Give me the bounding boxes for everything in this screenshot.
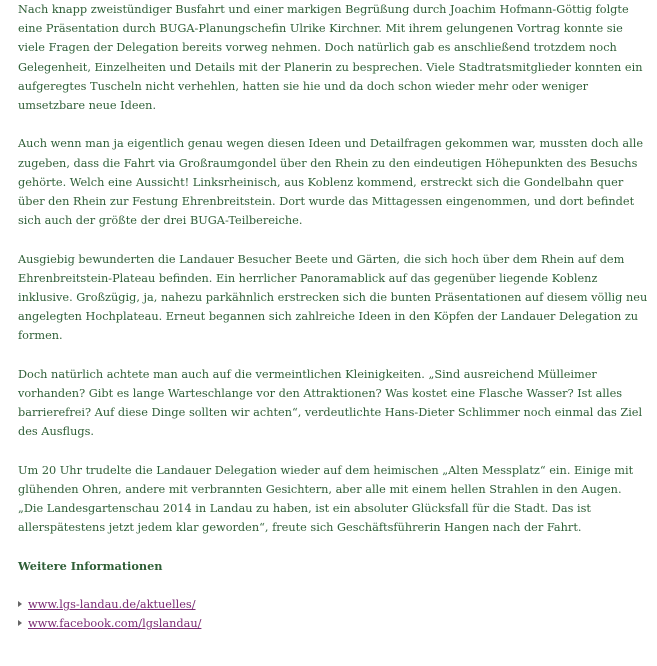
list-item — [18, 614, 650, 633]
lgs-landau-aktuelles-link[interactable]: www.lgs-landau.de/aktuelles/ — [28, 598, 196, 612]
article-paragraph-4: Doch natürlich achtete man auch auf die vermeintlichen Kleinigkeiten. „Sind ausreichend Mülleimer vorhanden? Gibt es lange Warteschlange vor den Attraktionen? Was kostet eine Flasche Wasser? Ist alles barrierefrei? Auf diese Dinge sollten wir achten“, verdeutlichte Hans-Dieter Schlimmer noch einmal das Ziel des Ausflugs. — [18, 367, 643, 439]
article-paragraph-1: Nach knapp zweistündiger Busfahrt und einer markigen Begrüßung durch Joachim Hofmann-Göttig folgte eine Präsentation durch BUGA-Planungschefin Ulrike Kirchner. Mit ihrem gelungenen Vortrag konnte sie viele Fragen der Delegation bereits vorweg nehmen. Doch natürlich gab es anschließend trotzdem noch Gelegenheit, Einzelheiten und Details mit der Planerin zu besprechen. Viele Stadtratsmitglieder konnten ein aufgeregtes Tuscheln nicht verhehlen, hatten sie hie und da doch schon wieder mehr oder weniger umsetzbare neue Ideen. — [18, 3, 643, 113]
bullet-arrow-icon — [18, 601, 22, 607]
more-info-heading: Weitere Informationen — [18, 558, 163, 573]
more-info-link-list — [18, 595, 650, 633]
article-paragraph-2: Auch wenn man ja eigentlich genau wegen diesen Ideen und Detailfragen gekommen war, mussten doch alle zugeben, dass die Fahrt via Großraumgondel über den Rhein zu den eindeutigen Höhepunkten des Besuchs gehörte. Welch eine Aussicht! Linksrheinisch, aus Koblenz kommend, erstreckt sich die Gondelbahn quer über den Rhein zur Festung Ehrenbreitstein. Dort wurde das Mittagessen eingenommen, und dort befindet sich auch der größte der drei BUGA-Teilbereiche. — [18, 137, 644, 228]
article-body — [18, 0, 650, 634]
article-paragraph-5: Um 20 Uhr trudelte die Landauer Delegation wieder auf dem heimischen „Alten Messplatz“ ein. Einige mit glühenden Ohren, andere mit verbrannten Gesichtern, aber alle mit einem hellen Strahlen in den Augen. „Die Landesgartenschau 2014 in Landau zu haben, ist ein absoluter Glücksfall für die Stadt. Das ist allerspätestens jetzt jedem klar geworden“, freute sich Geschäftsführerin Hangen nach der Fahrt. — [18, 463, 634, 535]
article-paragraph-3: Ausgiebig bewunderten die Landauer Besucher Beete und Gärten, die sich hoch über dem Rhein auf dem Ehrenbreitstein-Plateau befinden. Ein herrlicher Panoramablick auf das gegenüber liegende Koblenz inklusive. Großzügig, ja, nahezu parkähnlich erstrecken sich die bunten Präsentationen auf diesem völlig neu angelegten Hochplateau. Erneut begannen sich zahlreiche Ideen in den Köpfen der Landauer Delegation zu formen. — [18, 252, 648, 343]
bullet-arrow-icon — [18, 620, 22, 626]
facebook-lgslandau-link[interactable]: www.facebook.com/lgslandau/ — [28, 617, 202, 631]
list-item — [18, 595, 650, 614]
